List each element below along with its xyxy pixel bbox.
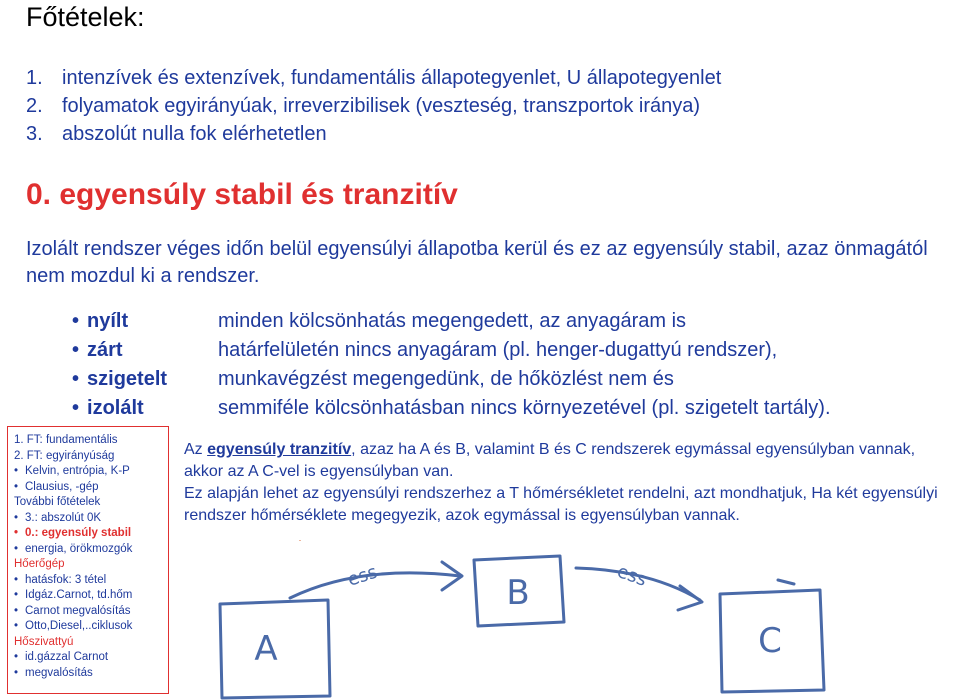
transitivity-text (184, 439, 954, 527)
system-type-row (72, 365, 831, 394)
outline-item[interactable]: • 3.: abszolút 0K (14, 511, 168, 527)
law-number: 1. (26, 67, 43, 89)
outline-item[interactable]: 2. FT: egyirányúság (14, 449, 115, 462)
system-type-desc: minden kölcsönhatás megengedett, az anyagáram is (218, 310, 687, 332)
law-text: folyamatok egyirányúak, irreverzibilisek (veszteség, transzportok iránya) (62, 95, 701, 117)
law-text: intenzívek és extenzívek, fundamentális állapotegyenlet, U állapotegyenlet (62, 67, 722, 89)
system-types-list (72, 307, 831, 423)
system-type-term: • nyílt (72, 307, 218, 336)
system-type-row (72, 394, 831, 423)
law-item (26, 92, 721, 120)
system-type-term: • zárt (72, 336, 218, 365)
outline-section[interactable]: Hőerőgép (14, 558, 65, 570)
box-a-label: A (254, 629, 278, 669)
box-b-label: B (506, 573, 530, 613)
law-number: 3. (26, 123, 43, 145)
law-text: abszolút nulla fok elérhetetlen (62, 123, 327, 145)
system-type-term: • izolált (72, 394, 218, 423)
arrow-ab-label: ess (345, 561, 380, 591)
outline-item[interactable]: • megvalósítás (14, 666, 168, 682)
system-type-desc: semmiféle kölcsönhatásban nincs környezetével (pl. szigetelt tartály). (218, 397, 831, 419)
page-title: Főtételek: (26, 2, 145, 32)
system-type-row (72, 307, 831, 336)
system-type-row (72, 336, 831, 365)
law-item (26, 120, 721, 148)
zeroth-law-heading: 0. egyensúly stabil és tranzitív (26, 178, 458, 211)
stray-stroke (778, 580, 794, 584)
box-c-label: C (758, 621, 782, 661)
arrow-bc-label: ess (614, 560, 650, 591)
outline-item[interactable]: • Otto,Diesel,..ciklusok (14, 619, 168, 635)
outline-item[interactable]: • Carnot megvalósítás (14, 604, 168, 620)
system-type-term: • szigetelt (72, 365, 218, 394)
transitivity-line1: , azaz ha A és B, valamint B és C rendszerek egymással egyensúlyban vannak, akkor az A C-vel is egyensúlyban van. (184, 441, 916, 480)
outline-item[interactable]: További főtételek (14, 496, 101, 508)
law-item (26, 64, 721, 92)
outline-item[interactable]: • Kelvin, entrópia, K-P (14, 464, 168, 480)
transitivity-pre: Az (184, 441, 208, 458)
law-number: 2. (26, 95, 43, 117)
transitivity-line2: Ez alapján lehet az egyensúlyi rendszerhez a T hőmérsékletet rendelni, azt mondhatjuk, Ha két egyensúlyi rendszer hőmérséklete megegyezik, azok egymással is egyensúlyban vannak. (184, 485, 938, 524)
outline-item[interactable]: • Clausius, -gép (14, 480, 168, 496)
outline-item[interactable]: • hatásfok: 3 tétel (14, 573, 168, 589)
system-type-desc: határfelületén nincs anyagáram (pl. henger-dugattyú rendszer), (218, 339, 778, 361)
outline-item[interactable]: • id.gázzal Carnot (14, 650, 168, 666)
outline-sidebar (7, 426, 169, 694)
equilibrium-sketch (180, 540, 960, 700)
outline-item-current[interactable]: • 0.: egyensúly stabil (14, 526, 168, 542)
outline-item[interactable]: • Idgáz.Carnot, td.hőm (14, 588, 168, 604)
system-type-desc: munkavégzést megengedünk, de hőközlést nem és (218, 368, 674, 390)
main-laws-list (26, 64, 721, 148)
transitivity-term: egyensúly tranzitív (207, 441, 352, 458)
outline-item[interactable]: 1. FT: fundamentális (14, 434, 118, 446)
outline-section[interactable]: Hőszivattyú (14, 635, 74, 648)
isolated-system-intro: Izolált rendszer véges időn belül egyensúlyi állapotba kerül és ez az egyensúly stabil, azaz önmagától nem mozdul ki a rendszer. (26, 238, 928, 287)
outline-item[interactable]: • energia, örökmozgók (14, 542, 168, 558)
stray-dot (299, 540, 301, 541)
